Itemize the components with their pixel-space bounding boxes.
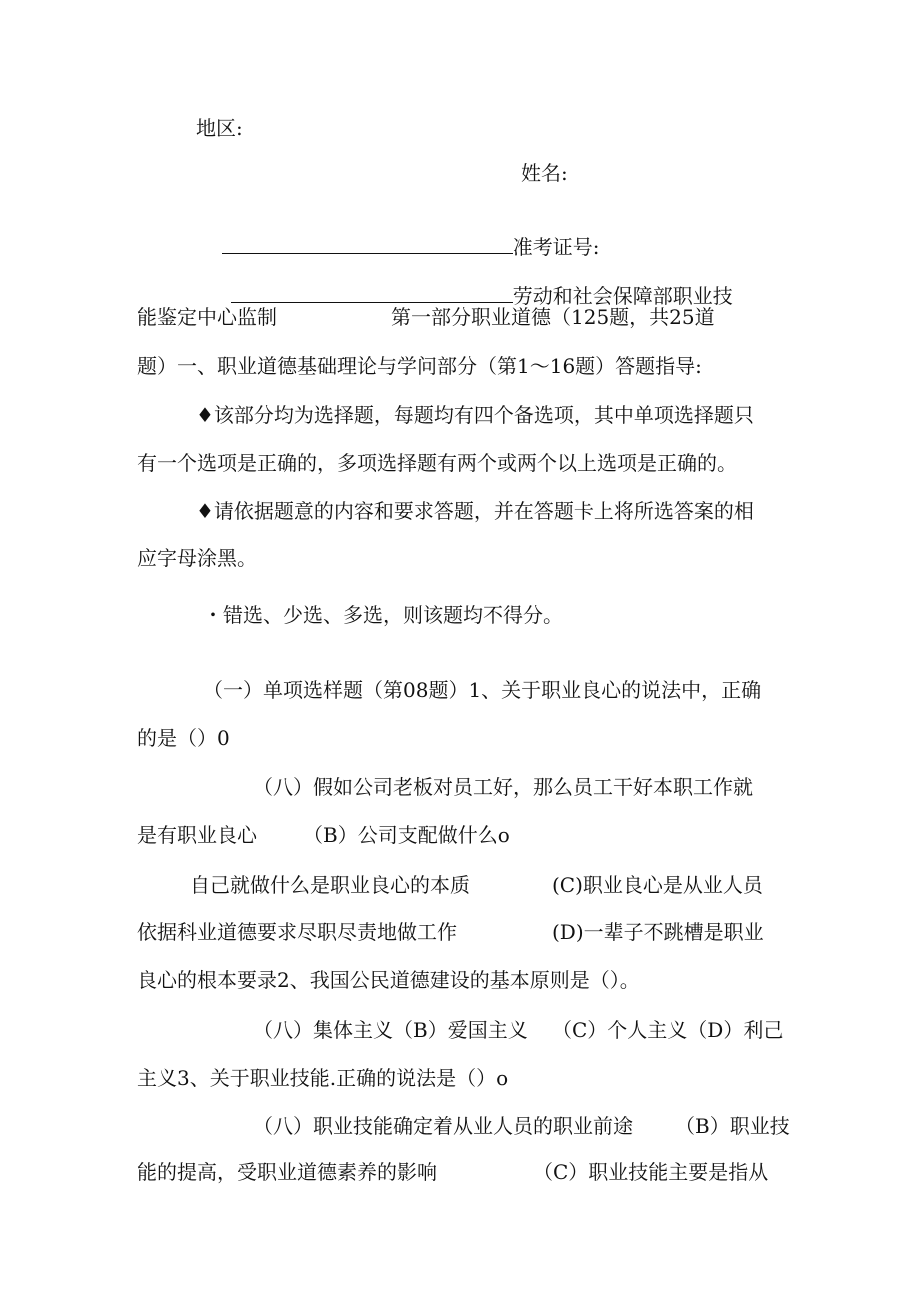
region-label: 地区: <box>196 116 243 140</box>
question-2-options-cd: （C）个人主义（D）利己 <box>552 1018 784 1042</box>
name-label: 姓名: <box>521 161 568 185</box>
question-1-option-d-line1: (D)一辈子不跳槽是职业 <box>552 920 764 944</box>
instruction-1-line1: ♦该部分均为选择题，每题均有四个备选项，其中单项选择题只 <box>196 403 754 427</box>
question-1-option-c-line1: (C)职业良心是从业人员 <box>552 873 763 897</box>
instruction-2-line1: ♦请依据题意的内容和要求答题，并在答题卡上将所选答案的相 <box>196 499 754 523</box>
question-1-option-b-line1: （B）公司支配做什么o <box>303 823 510 847</box>
instruction-1-line2: 有一个选项是正确的，多项选择题有两个或两个以上选项是正确的。 <box>137 451 737 475</box>
issuer-text-part2: 能鉴定中心监制 <box>137 305 277 329</box>
question-1-option-a-line2: 是有职业良心 <box>137 823 257 847</box>
question-1-option-b-line2: 自己就做什么是职业良心的本质 <box>190 873 470 897</box>
question-3-line: 主义3、关于职业技能.正确的说法是（）o <box>137 1066 509 1090</box>
question-3-option-b-line2: 能的提高，受职业道德素养的影响 <box>137 1160 437 1184</box>
exam-number-row <box>209 205 599 261</box>
instruction-3: ・错选、少选、多选，则该题均不得分。 <box>203 603 563 627</box>
name-blank-line <box>222 233 513 254</box>
question-3-option-b-line1: （B）职业技 <box>675 1114 790 1138</box>
question-1-option-c-line2: 依据科业道德要求尽职尽责地做工作 <box>137 920 457 944</box>
issuer-row <box>218 254 733 310</box>
question-2-line: 良心的根本要录2、我国公民道德建设的基本原则是（）。 <box>137 968 640 992</box>
part-title-line2: 题）一、职业道德基础理论与学问部分（第1～16题）答题指导: <box>137 354 702 378</box>
exam-number-blank-line <box>231 282 513 303</box>
question-1-line2: 的是（）0 <box>137 726 230 750</box>
question-3-option-c: （C）职业技能主要是指从 <box>533 1160 769 1184</box>
question-1-line1: （一）单项选样题（第08题）1、关于职业良心的说法中，正确 <box>203 678 762 702</box>
instruction-2-line2: 应字母涂黑。 <box>137 546 257 570</box>
issuer-text-part1: 劳动和社会保障部职业技 <box>512 284 733 308</box>
exam-number-label: 准考证号: <box>512 235 600 259</box>
question-2-options-ab: （八）集体主义（B）爱国主义 <box>253 1018 528 1042</box>
part-title-line1: 第一部分职业道德（125题，共25道 <box>391 305 715 329</box>
question-3-option-a: （八）职业技能确定着从业人员的职业前途 <box>253 1114 633 1138</box>
question-1-option-a-line1: （八）假如公司老板对员工好，那么员工干好本职工作就 <box>253 775 753 799</box>
